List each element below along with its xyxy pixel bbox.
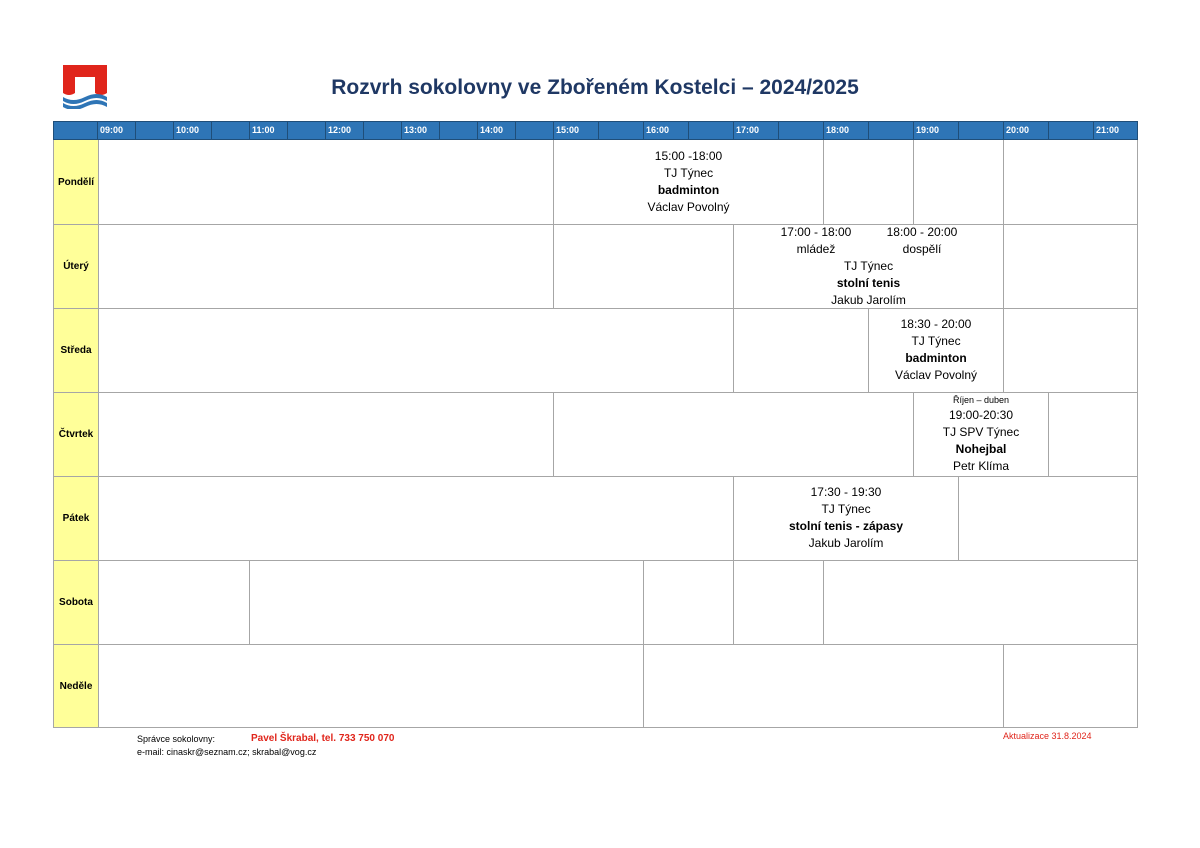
row-monday bbox=[54, 140, 1137, 225]
event-coach: Jakub Jarolím bbox=[831, 293, 906, 307]
event-coach: Václav Povolný bbox=[894, 368, 978, 382]
event-time: 18:00 - 20:00 bbox=[886, 225, 958, 239]
event-time: 19:00-20:30 bbox=[948, 408, 1014, 422]
row-wednesday bbox=[54, 308, 1137, 393]
event-activity: badminton bbox=[905, 351, 967, 365]
event-tuesday-adults bbox=[882, 224, 962, 258]
event-time: 15:00 -18:00 bbox=[654, 149, 723, 163]
event-time: 18:30 - 20:00 bbox=[900, 317, 972, 331]
row-sunday bbox=[54, 644, 1137, 727]
update-date: Aktualizace 31.8.2024 bbox=[1003, 731, 1092, 741]
event-monday bbox=[554, 148, 823, 216]
hour-label: 18:00 bbox=[826, 125, 850, 135]
event-friday bbox=[734, 484, 958, 552]
day-label-friday: Pátek bbox=[62, 512, 90, 524]
event-club: TJ Týnec bbox=[843, 259, 894, 273]
hour-label: 13:00 bbox=[404, 125, 428, 135]
event-time: 17:30 - 19:30 bbox=[810, 485, 882, 499]
hour-label: 20:00 bbox=[1006, 125, 1030, 135]
event-wednesday bbox=[869, 316, 1003, 384]
page-title: Rozvrh sokolovny ve Zbořeném Kostelci – 2024/2025 bbox=[331, 76, 859, 99]
day-label-tuesday: Úterý bbox=[63, 260, 89, 272]
row-friday bbox=[54, 476, 1137, 561]
hour-label: 15:00 bbox=[556, 125, 580, 135]
row-tuesday bbox=[54, 224, 1137, 309]
admin-label: Správce sokolovny: bbox=[137, 734, 216, 744]
event-club: TJ SPV Týnec bbox=[942, 425, 1020, 439]
event-time: 17:00 - 18:00 bbox=[780, 225, 852, 239]
logo-icon bbox=[61, 63, 109, 109]
hours-header bbox=[53, 121, 1138, 140]
day-label-thursday: Čtvrtek bbox=[58, 428, 94, 440]
day-label-wednesday: Středa bbox=[60, 344, 92, 356]
event-club: TJ Týnec bbox=[821, 502, 871, 516]
event-activity: Nohejbal bbox=[955, 442, 1007, 456]
admin-email: e-mail: cinaskr@seznam.cz; skrabal@vog.cz bbox=[137, 747, 317, 757]
event-group: mládež bbox=[796, 242, 836, 256]
event-coach: Václav Povolný bbox=[647, 200, 730, 214]
event-coach: Petr Klíma bbox=[952, 459, 1009, 473]
event-thursday bbox=[914, 394, 1048, 475]
day-label-monday: Pondělí bbox=[57, 176, 95, 188]
day-label-saturday: Sobota bbox=[59, 596, 93, 608]
event-activity: stolní tenis bbox=[836, 276, 901, 290]
event-tuesday bbox=[734, 258, 1003, 309]
event-club: TJ Týnec bbox=[663, 166, 714, 180]
event-activity: stolní tenis - zápasy bbox=[788, 519, 904, 533]
event-coach: Jakub Jarolím bbox=[808, 536, 884, 550]
hour-label: 09:00 bbox=[100, 125, 124, 135]
event-activity: badminton bbox=[657, 183, 720, 197]
hour-label: 17:00 bbox=[736, 125, 760, 135]
schedule-grid bbox=[53, 140, 1138, 728]
row-thursday bbox=[54, 392, 1137, 477]
hour-label: 14:00 bbox=[480, 125, 504, 135]
hour-label: 12:00 bbox=[328, 125, 352, 135]
hour-label: 11:00 bbox=[252, 125, 275, 135]
hour-label: 21:00 bbox=[1096, 125, 1120, 135]
event-tuesday-youth bbox=[776, 224, 856, 258]
event-club: TJ Týnec bbox=[911, 334, 961, 348]
hour-label: 16:00 bbox=[646, 125, 670, 135]
event-season: Říjen – duben bbox=[952, 395, 1010, 405]
hour-label: 19:00 bbox=[916, 125, 940, 135]
event-group: dospělí bbox=[902, 242, 942, 256]
day-label-sunday: Neděle bbox=[59, 680, 93, 692]
admin-contact: Pavel Škrabal, tel. 733 750 070 bbox=[251, 733, 395, 744]
row-saturday bbox=[54, 560, 1137, 645]
hour-label: 10:00 bbox=[176, 125, 200, 135]
